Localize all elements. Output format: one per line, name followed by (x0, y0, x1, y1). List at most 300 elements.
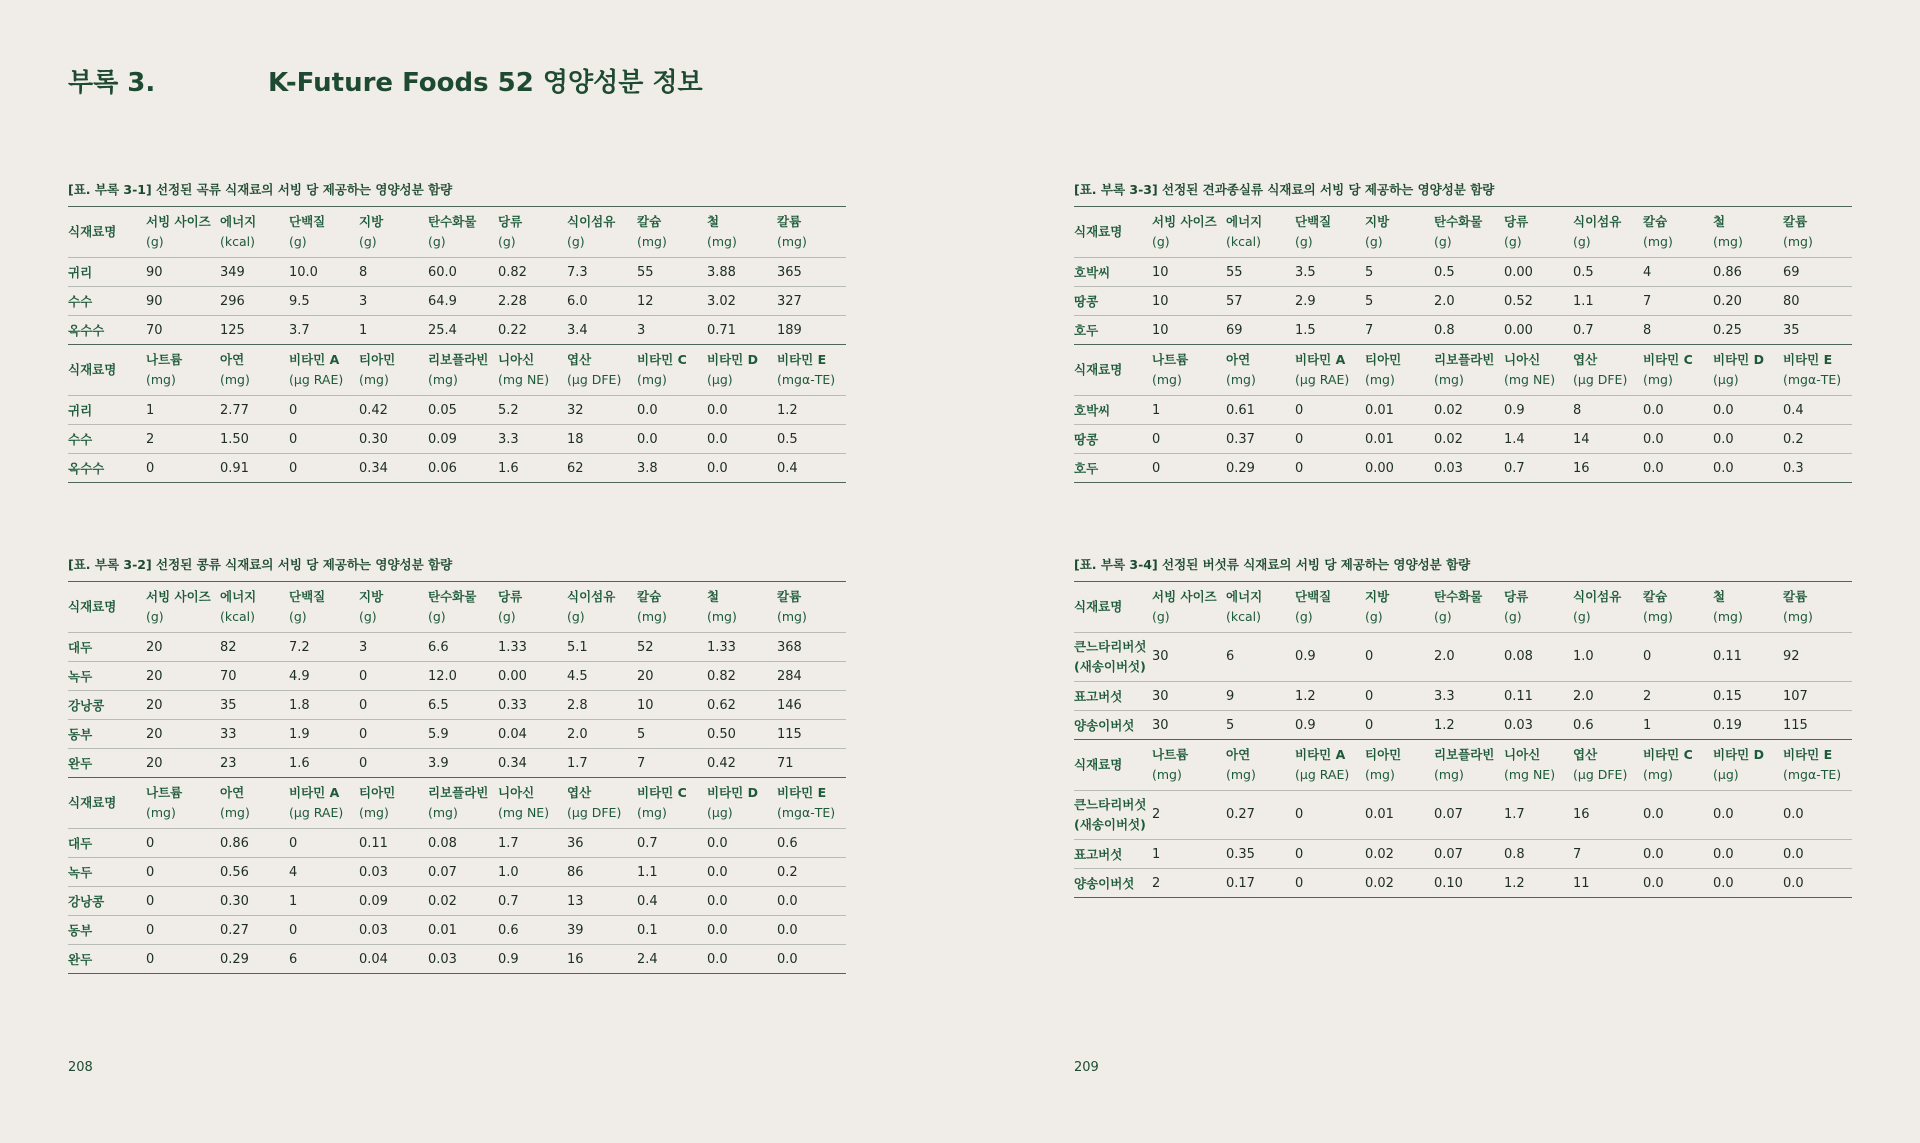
column-header-label: 티아민 (1365, 352, 1402, 367)
table-caption: [표. 부록 3-1] 선정된 곡류 식재료의 서빙 당 제공하는 영양성분 함량 (68, 182, 453, 197)
table-nuts-seeds (1074, 180, 1852, 483)
value-cell: 2.9 (1295, 293, 1316, 309)
column-header-unit: (g) (359, 234, 377, 249)
value-cell: 6.5 (428, 697, 449, 713)
column-header-label: 비타민 A (289, 785, 340, 800)
value-cell: 2 (1643, 688, 1652, 704)
column-header-unit: (μg DFE) (1573, 372, 1628, 387)
value-cell: 57 (1226, 293, 1243, 309)
column-header-unit: (μg RAE) (289, 805, 344, 820)
column-header-unit: (mg) (1434, 372, 1464, 387)
table-legumes (68, 555, 846, 974)
value-cell: 0.5 (1434, 264, 1455, 280)
column-header-unit: (g) (289, 609, 307, 624)
value-cell: 0.0 (1713, 807, 1734, 822)
column-header-unit: (mgα-TE) (1783, 767, 1842, 782)
value-cell: 0.02 (428, 893, 457, 909)
column-header (68, 582, 146, 633)
value-cell: 86 (567, 864, 584, 880)
value-cell: 0.0 (707, 922, 728, 938)
value-cell: 0.6 (498, 922, 519, 938)
column-header (707, 778, 777, 829)
value-cell: 0.2 (777, 864, 798, 880)
value-cell: 33 (220, 726, 237, 742)
column-header-label: 엽산 (567, 352, 592, 367)
column-header (1434, 345, 1504, 396)
value-cell: 0.01 (1365, 431, 1394, 447)
column-header-unit: (mg) (1365, 767, 1395, 782)
value-cell: 0 (1295, 846, 1304, 862)
column-header-unit: (mg) (220, 805, 250, 820)
column-header (1295, 207, 1365, 258)
value-cell: 0.0 (1643, 807, 1664, 822)
value-cell: 3.4 (567, 322, 588, 338)
column-header-unit: (g) (1295, 234, 1313, 249)
value-cell: 0.20 (1713, 293, 1742, 309)
column-header-unit: (g) (1365, 234, 1383, 249)
value-cell: 0.6 (1573, 717, 1594, 733)
value-cell: 0 (289, 460, 298, 476)
column-header (777, 582, 846, 633)
column-header (637, 207, 707, 258)
value-cell: 0.62 (707, 697, 736, 713)
value-cell: 6.0 (567, 293, 588, 309)
column-header (68, 778, 146, 829)
column-header-label: 리보플라빈 (428, 352, 489, 367)
food-name-cell: 강낭콩 (68, 698, 105, 713)
value-cell: 20 (146, 697, 163, 713)
value-cell: 0.09 (428, 431, 457, 447)
column-header-label: 니아신 (1504, 747, 1541, 762)
value-cell: 0 (289, 922, 298, 938)
value-cell: 3 (637, 322, 646, 338)
value-cell: 0.0 (1713, 875, 1734, 891)
value-cell: 0.22 (498, 322, 527, 338)
column-header (1226, 582, 1295, 633)
column-header (220, 582, 289, 633)
value-cell: 0 (146, 864, 155, 880)
value-cell: 90 (146, 293, 163, 309)
value-cell: 9.5 (289, 293, 310, 309)
value-cell: 0.04 (498, 726, 527, 742)
value-cell: 5.2 (498, 402, 519, 418)
column-header (777, 207, 846, 258)
column-header-label: 에너지 (1226, 589, 1263, 604)
value-cell: 92 (1783, 649, 1800, 664)
column-header (1783, 740, 1852, 791)
value-cell: 0.0 (707, 431, 728, 447)
value-cell: 0.7 (1504, 460, 1525, 476)
header-row (1074, 740, 1852, 791)
value-cell: 1 (289, 893, 298, 909)
value-cell: 189 (777, 322, 802, 338)
value-cell: 0 (1365, 688, 1374, 704)
value-cell: 0.33 (498, 697, 527, 713)
column-header-label: 나트륨 (1152, 352, 1189, 367)
column-header-label: 지방 (359, 214, 384, 229)
column-header-label: 서빙 사이즈 (146, 589, 211, 604)
value-cell: 70 (220, 668, 237, 684)
value-cell: 0.01 (428, 922, 457, 938)
column-header (1713, 582, 1783, 633)
value-cell: 284 (777, 668, 802, 684)
value-cell: 0.91 (220, 460, 249, 476)
value-cell: 13 (567, 893, 584, 909)
value-cell: 0 (146, 460, 155, 476)
value-cell: 0.30 (359, 431, 388, 447)
value-cell: 0.37 (1226, 431, 1255, 447)
nutrition-table (1074, 581, 1852, 898)
value-cell: 10 (1152, 322, 1169, 338)
value-cell: 0.0 (1783, 846, 1804, 862)
value-cell: 0.05 (428, 402, 457, 418)
value-cell: 125 (220, 322, 245, 338)
value-cell: 0 (146, 951, 155, 967)
food-name-cell: 양송이버섯 (1074, 876, 1135, 891)
value-cell: 1.1 (1573, 293, 1594, 309)
column-header-unit: (mg) (637, 372, 667, 387)
column-header-unit: (g) (359, 609, 377, 624)
value-cell: 3.02 (707, 293, 736, 309)
value-cell: 20 (146, 755, 163, 771)
column-header-unit: (mg) (1643, 234, 1673, 249)
table-row (1074, 869, 1852, 898)
column-header (1365, 582, 1434, 633)
column-header (1226, 345, 1295, 396)
value-cell: 0.0 (1643, 402, 1664, 418)
value-cell: 0.06 (428, 460, 457, 476)
value-cell: 0 (1295, 875, 1304, 891)
food-name-cell: 호두 (1074, 461, 1099, 476)
column-header-unit: (mg) (777, 234, 807, 249)
column-header-unit: (mg) (220, 372, 250, 387)
value-cell: 2 (1152, 875, 1161, 891)
column-header-unit: (μg RAE) (1295, 767, 1350, 782)
value-cell: 1 (1152, 846, 1161, 862)
value-cell: 1.0 (498, 864, 519, 880)
column-header-label: 단백질 (1295, 589, 1332, 604)
food-name-cell: 강낭콩 (68, 894, 105, 909)
column-header (498, 582, 567, 633)
column-header (428, 778, 498, 829)
value-cell: 8 (1573, 402, 1582, 418)
food-name-cell: 귀리 (68, 403, 93, 418)
column-header-label: 지방 (359, 589, 384, 604)
column-header-unit: (mg) (777, 609, 807, 624)
value-cell: 5 (1226, 717, 1235, 733)
value-cell: 16 (1573, 807, 1590, 822)
value-cell: 0.8 (1434, 322, 1455, 338)
value-cell: 3.88 (707, 264, 736, 280)
food-name-cell: 동부 (68, 727, 93, 742)
value-cell: 0.11 (1713, 649, 1742, 664)
column-header-label: 탄수화물 (428, 214, 477, 229)
value-cell: 10 (1152, 264, 1169, 280)
page-title: K-Future Foods 52 영양성분 정보 (268, 68, 703, 98)
food-name-cell: 옥수수 (68, 323, 105, 338)
value-cell: 0.35 (1226, 846, 1255, 862)
value-cell: 107 (1783, 688, 1808, 704)
value-cell: 0.19 (1713, 717, 1742, 733)
column-header (567, 582, 637, 633)
column-header-label: 지방 (1365, 214, 1390, 229)
column-header (1434, 207, 1504, 258)
column-header-unit: (mg) (1643, 767, 1673, 782)
value-cell: 5.1 (567, 639, 588, 655)
value-cell: 1 (1152, 402, 1161, 418)
value-cell: 16 (1573, 460, 1590, 476)
header-row (1074, 345, 1852, 396)
table-row (1074, 258, 1852, 287)
value-cell: 1.6 (289, 755, 310, 771)
column-header (707, 345, 777, 396)
value-cell: 0.0 (637, 431, 658, 447)
column-header (428, 345, 498, 396)
column-header-label: 철 (1713, 214, 1726, 229)
value-cell: 0 (289, 835, 298, 851)
value-cell: 60.0 (428, 264, 457, 280)
column-header (1783, 582, 1852, 633)
column-header-label: 철 (707, 214, 720, 229)
header-row (1074, 207, 1852, 258)
value-cell: 6.6 (428, 639, 449, 655)
value-cell: 0.56 (220, 864, 249, 880)
value-cell: 0.0 (1713, 431, 1734, 447)
column-header-unit: (μg DFE) (1573, 767, 1628, 782)
column-header-label: 당류 (1504, 214, 1529, 229)
column-header-label: 식재료명 (68, 599, 117, 614)
table-row (68, 287, 846, 316)
value-cell: 1.8 (289, 697, 310, 713)
column-header-unit: (mg) (1152, 767, 1182, 782)
value-cell: 0.25 (1713, 322, 1742, 338)
table-cereals (68, 180, 846, 483)
column-header-label: 아연 (220, 352, 245, 367)
value-cell: 0.03 (1504, 717, 1533, 733)
value-cell: 0 (1365, 649, 1374, 664)
value-cell: 71 (777, 755, 794, 771)
column-header (1295, 740, 1365, 791)
value-cell: 115 (1783, 717, 1808, 733)
food-name-cell: 수수 (68, 432, 93, 447)
value-cell: 0.01 (1365, 402, 1394, 418)
value-cell: 0.6 (777, 835, 798, 851)
column-header-label: 탄수화물 (428, 589, 477, 604)
value-cell: 30 (1152, 649, 1169, 664)
column-header (1365, 345, 1434, 396)
value-cell: 0.4 (1783, 402, 1804, 418)
value-cell: 0.7 (1573, 322, 1594, 338)
header-row (68, 778, 846, 829)
column-header-unit: (μg DFE) (567, 805, 622, 820)
table-row (1074, 682, 1852, 711)
value-cell: 0.0 (1713, 460, 1734, 476)
value-cell: 0.03 (359, 922, 388, 938)
column-header-unit: (mg) (359, 372, 389, 387)
value-cell: 0 (359, 697, 368, 713)
column-header-label: 식이섬유 (567, 214, 616, 229)
value-cell: 80 (1783, 293, 1800, 309)
column-header (289, 582, 359, 633)
table-row (68, 662, 846, 691)
column-header (1074, 345, 1152, 396)
table-row (1074, 454, 1852, 483)
column-header-label: 비타민 C (637, 785, 687, 800)
column-header-unit: (μg RAE) (289, 372, 344, 387)
table-row (68, 720, 846, 749)
table-row (68, 916, 846, 945)
value-cell: 0 (359, 726, 368, 742)
value-cell: 296 (220, 293, 245, 309)
table-row (1074, 396, 1852, 425)
food-name-cell: 호박씨 (1074, 403, 1111, 418)
column-header-unit: (g) (289, 234, 307, 249)
column-header-label: 나트륨 (146, 352, 183, 367)
food-name-cell: 녹두 (68, 669, 93, 684)
value-cell: 0 (146, 893, 155, 909)
value-cell: 0.4 (637, 893, 658, 909)
column-header (637, 345, 707, 396)
table-row (68, 633, 846, 662)
value-cell: 0.9 (1504, 402, 1525, 418)
column-header-unit: (mgα-TE) (1783, 372, 1842, 387)
value-cell: 10 (637, 697, 654, 713)
column-header (1365, 740, 1434, 791)
value-cell: 6 (1226, 649, 1235, 664)
nutrition-table (1074, 206, 1852, 483)
food-name-cell: 큰느타리버섯 (새송이버섯) (1074, 639, 1147, 674)
column-header-unit: (mg) (707, 234, 737, 249)
value-cell: 2.0 (1573, 688, 1594, 704)
value-cell: 5 (637, 726, 646, 742)
value-cell: 1.9 (289, 726, 310, 742)
column-header (1573, 207, 1643, 258)
value-cell: 0.02 (1365, 875, 1394, 891)
column-header-unit: (g) (1152, 609, 1170, 624)
table-row (68, 258, 846, 287)
table-row (1074, 316, 1852, 345)
value-cell: 0.5 (777, 431, 798, 447)
column-header-unit: (g) (1504, 234, 1522, 249)
value-cell: 3.9 (428, 755, 449, 771)
column-header-unit: (mg NE) (498, 372, 550, 387)
column-header-label: 니아신 (498, 785, 535, 800)
value-cell: 0.02 (1434, 431, 1463, 447)
column-header-unit: (mg NE) (1504, 372, 1556, 387)
food-name-cell: 땅콩 (1074, 432, 1099, 447)
value-cell: 0 (289, 402, 298, 418)
column-header-label: 식이섬유 (567, 589, 616, 604)
column-header (1713, 345, 1783, 396)
value-cell: 1 (146, 402, 155, 418)
value-cell: 0.0 (707, 460, 728, 476)
food-name-cell: 완두 (68, 952, 93, 967)
column-header-unit: (g) (146, 609, 164, 624)
value-cell: 1.33 (707, 639, 736, 655)
value-cell: 0.03 (359, 864, 388, 880)
column-header (498, 207, 567, 258)
column-header-label: 티아민 (359, 352, 396, 367)
column-header-unit: (g) (1573, 234, 1591, 249)
column-header (1504, 345, 1573, 396)
value-cell: 0.3 (1783, 460, 1804, 476)
value-cell: 0.0 (707, 893, 728, 909)
value-cell: 4 (1643, 264, 1652, 280)
table-row (1074, 840, 1852, 869)
column-header-label: 서빙 사이즈 (1152, 589, 1217, 604)
header-row (68, 345, 846, 396)
value-cell: 0.02 (1434, 402, 1463, 418)
value-cell: 4.5 (567, 668, 588, 684)
column-header-unit: (g) (567, 234, 585, 249)
value-cell: 0.0 (1783, 875, 1804, 891)
column-header-label: 비타민 A (1295, 352, 1346, 367)
column-header-label: 탄수화물 (1434, 589, 1483, 604)
food-name-cell: 옥수수 (68, 461, 105, 476)
food-name-cell: 수수 (68, 294, 93, 309)
value-cell: 1.7 (1504, 807, 1525, 822)
value-cell: 12.0 (428, 668, 457, 684)
value-cell: 2.0 (1434, 649, 1455, 664)
value-cell: 0.52 (1504, 293, 1533, 309)
value-cell: 0 (359, 755, 368, 771)
column-header-label: 비타민 E (1783, 352, 1833, 367)
value-cell: 8 (1643, 322, 1652, 338)
value-cell: 55 (637, 264, 654, 280)
value-cell: 0.0 (1783, 807, 1804, 822)
column-header-unit: (g) (567, 609, 585, 624)
column-header (1643, 345, 1713, 396)
column-header-unit: (mg) (637, 609, 667, 624)
column-header-label: 비타민 A (1295, 747, 1346, 762)
column-header-unit: (g) (1434, 234, 1452, 249)
column-header-unit: (g) (1295, 609, 1313, 624)
value-cell: 146 (777, 697, 802, 713)
value-cell: 2.4 (637, 951, 658, 967)
value-cell: 6 (289, 951, 298, 967)
value-cell: 0.01 (1365, 807, 1394, 822)
table-row (68, 945, 846, 974)
table-caption: [표. 부록 3-2] 선정된 콩류 식재료의 서빙 당 제공하는 영양성분 함량 (68, 557, 453, 572)
column-header-label: 철 (1713, 589, 1726, 604)
column-header (289, 345, 359, 396)
food-name-cell: 대두 (68, 836, 93, 851)
value-cell: 1.2 (1295, 688, 1316, 704)
value-cell: 4 (289, 864, 298, 880)
value-cell: 1.2 (1434, 717, 1455, 733)
value-cell: 1.0 (1573, 649, 1594, 664)
column-header (289, 207, 359, 258)
value-cell: 349 (220, 264, 245, 280)
value-cell: 0 (1295, 460, 1304, 476)
column-header-label: 서빙 사이즈 (1152, 214, 1217, 229)
column-header-label: 비타민 C (637, 352, 687, 367)
value-cell: 18 (567, 431, 584, 447)
column-header-label: 아연 (1226, 747, 1251, 762)
value-cell: 0 (1295, 807, 1304, 822)
value-cell: 0.0 (1643, 875, 1664, 891)
column-header (777, 778, 846, 829)
column-header-unit: (μg) (707, 372, 733, 387)
value-cell: 0.0 (1713, 402, 1734, 418)
value-cell: 20 (146, 668, 163, 684)
value-cell: 0.07 (1434, 846, 1463, 862)
value-cell: 0 (1152, 431, 1161, 447)
column-header (567, 778, 637, 829)
food-name-cell: 양송이버섯 (1074, 718, 1135, 733)
value-cell: 32 (567, 402, 584, 418)
column-header-unit: (mg) (1643, 372, 1673, 387)
